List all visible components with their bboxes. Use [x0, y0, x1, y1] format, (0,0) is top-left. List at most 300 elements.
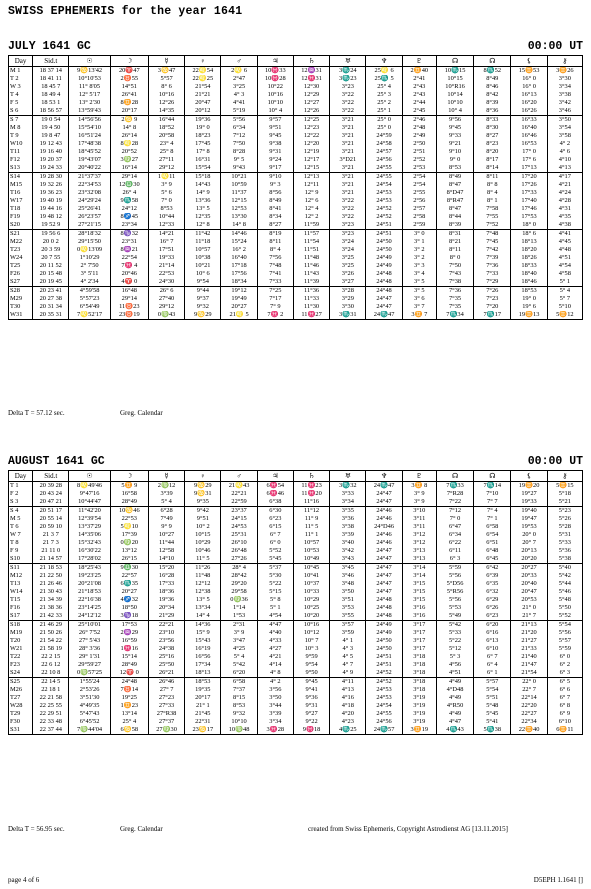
table-cell: 13°14: [110, 710, 148, 718]
table-cell: 8♐45: [110, 213, 148, 221]
table-cell: 10°44: [148, 213, 184, 221]
table-cell: 22°31: [185, 718, 221, 726]
table-cell: 8°17: [474, 156, 511, 164]
table-cell: 19°40: [511, 507, 547, 516]
table-cell: 3°18: [402, 661, 436, 669]
table-cell: 24°49: [366, 254, 402, 262]
table-cell: 5°23: [547, 507, 582, 516]
table-cell: 9°32: [185, 303, 221, 311]
table-cell: 5°D56: [436, 580, 473, 588]
table-cell: 25° 0: [366, 124, 402, 132]
table-cell: 24°48: [366, 612, 402, 621]
table-cell: 6°23: [474, 612, 511, 621]
table-cell: 24°56: [366, 718, 402, 726]
table-cell: 4°49: [436, 678, 473, 687]
table-cell: 2°51: [402, 148, 436, 156]
table-cell: 4°47: [436, 718, 473, 726]
table-cell: 3°23: [330, 221, 366, 230]
table-cell: 4°28: [547, 197, 582, 205]
table-cell: 8°49: [257, 197, 293, 205]
table-cell: 20°53: [511, 596, 547, 604]
table-cell: 7°55: [474, 213, 511, 221]
table-cell: 25° 4: [366, 83, 402, 91]
table-cell: 3°25: [330, 254, 366, 262]
table-cell: 1°10'29: [69, 254, 110, 262]
credit-line: created from Swiss Ephemeris, Copyright Astrodienst AG [13.11.2015]: [308, 825, 508, 833]
table-cell: 7°35: [436, 295, 473, 303]
column-header: ☊: [474, 471, 511, 482]
table-cell: 10° 2: [185, 523, 221, 531]
table-cell: 6°23: [257, 515, 293, 523]
day-cell: T16: [9, 189, 33, 197]
table-cell: 12°20: [293, 140, 329, 148]
table-cell: 9°36: [293, 694, 329, 702]
table-cell: 7° 7: [474, 498, 511, 507]
table-cell: 10° 4: [257, 107, 293, 116]
table-cell: 7°43: [436, 270, 473, 278]
table-cell: 4° 8: [257, 669, 293, 678]
day-cell: W21: [9, 645, 33, 653]
table-cell: 3°21: [330, 181, 366, 189]
table-cell: 3°24: [330, 238, 366, 246]
table-cell: 23°10: [148, 629, 184, 637]
table-cell: 4♏25: [330, 726, 366, 735]
table-cell: 24°52: [366, 678, 402, 687]
table-cell: 7°20: [474, 303, 511, 311]
table-row: [9, 482, 583, 491]
table-cell: 24°52: [366, 205, 402, 213]
table-cell: 2°46: [402, 116, 436, 125]
table-cell: 20 27 38: [33, 295, 69, 303]
table-row: [9, 67, 583, 76]
table-cell: 17°39: [110, 531, 148, 539]
table-cell: 21° 0: [511, 604, 547, 612]
table-cell: 15°54'10: [69, 124, 110, 132]
table-cell: 3°22: [330, 91, 366, 99]
day-cell: W 7: [9, 531, 33, 539]
table-cell: 3°23: [330, 83, 366, 91]
table-cell: 18°53: [185, 678, 221, 687]
table-row: [9, 678, 583, 687]
table-cell: 3°29: [330, 295, 366, 303]
table-cell: 21 50 26: [33, 629, 69, 637]
table-cell: 21°40: [511, 653, 547, 661]
table-cell: 20°21'08: [69, 580, 110, 588]
table-cell: 19°43'07: [69, 156, 110, 164]
table-cell: 9°21: [436, 140, 473, 148]
column-header: ⚸: [511, 56, 547, 67]
table-cell: 7°26: [474, 287, 511, 296]
table-cell: 7°17: [257, 295, 293, 303]
table-cell: 13°30: [221, 213, 257, 221]
table-cell: 28°42: [221, 572, 257, 580]
day-cell: S27: [9, 278, 33, 287]
table-cell: 21 22 50: [33, 572, 69, 580]
table-cell: 5°56: [436, 596, 473, 604]
table-cell: 8° 4: [257, 246, 293, 254]
table-cell: 14° 4: [185, 612, 221, 621]
table-cell: 5°46: [547, 588, 582, 596]
table-cell: 3°33: [330, 490, 366, 498]
table-row: [9, 604, 583, 612]
table-cell: 3°26: [330, 270, 366, 278]
table-row: [9, 213, 583, 221]
table-cell: 17°46: [511, 205, 547, 213]
table-cell: 4°49: [436, 694, 473, 702]
table-cell: 1♊23: [110, 702, 148, 710]
table-cell: 3°21: [330, 173, 366, 182]
table-cell: 7°50: [221, 140, 257, 148]
day-cell: S 6: [9, 107, 33, 116]
table-cell: 11°46: [293, 262, 329, 270]
table-cell: 0♍36: [221, 596, 257, 604]
table-row: [9, 710, 583, 718]
table-cell: 8♌28: [110, 140, 148, 148]
table-cell: 28°49: [110, 498, 148, 507]
table-cell: 9°43: [221, 164, 257, 173]
table-cell: 11° 5: [293, 523, 329, 531]
table-cell: 10°53: [293, 547, 329, 555]
table-cell: 24°51: [366, 653, 402, 661]
table-cell: 27°40: [148, 295, 184, 303]
table-cell: 21°47: [511, 661, 547, 669]
table-cell: 27°37: [148, 718, 184, 726]
table-cell: 6°10: [474, 645, 511, 653]
table-cell: 8°46: [474, 83, 511, 91]
table-cell: 3°38: [547, 91, 582, 99]
table-cell: 12°23: [293, 124, 329, 132]
table-cell: 19° 0: [185, 124, 221, 132]
table-cell: 4° 2'34: [69, 278, 110, 287]
table-cell: 3°59: [330, 629, 366, 637]
table-cell: 3°38: [330, 523, 366, 531]
table-cell: 8°11: [436, 246, 473, 254]
table-cell: 3°17: [402, 629, 436, 637]
table-cell: 12°26: [293, 107, 329, 116]
table-cell: 16°44: [148, 116, 184, 125]
column-header: ♇: [402, 471, 436, 482]
table-cell: 25♌ 6: [366, 67, 402, 76]
table-row: [9, 238, 583, 246]
table-cell: 11°37: [221, 189, 257, 197]
table-cell: 24°56: [366, 156, 402, 164]
table-cell: 21°21: [185, 91, 221, 99]
table-row: [9, 515, 583, 523]
table-cell: 1°53: [221, 612, 257, 621]
table-cell: 3°40: [330, 539, 366, 547]
table-cell: 3°18: [402, 686, 436, 694]
table-cell: 7° 9: [257, 303, 293, 311]
column-header: ♆: [366, 56, 402, 67]
column-header: ♃: [257, 471, 293, 482]
table-cell: 27♍30: [148, 726, 184, 735]
table-cell: 28°18'32: [69, 230, 110, 239]
july-header: [8, 40, 583, 54]
table-cell: 6°13: [474, 637, 511, 645]
table-cell: 9°47'16: [69, 490, 110, 498]
table-cell: 7°36: [436, 287, 473, 296]
table-cell: 24°50: [366, 637, 402, 645]
table-cell: 4° 2: [547, 140, 582, 148]
table-cell: 3°18: [402, 678, 436, 687]
table-cell: 29°14: [110, 295, 148, 303]
table-cell: 6°51: [474, 539, 511, 547]
table-cell: 24°55: [366, 164, 402, 173]
table-cell: 8°41: [257, 205, 293, 213]
table-cell: 22°16'38: [69, 596, 110, 604]
table-cell: 23°34: [110, 221, 148, 230]
table-cell: 24°46: [366, 515, 402, 523]
column-header: ♂: [221, 471, 257, 482]
table-cell: 7°45: [474, 238, 511, 246]
table-cell: 12°11: [293, 181, 329, 189]
table-cell: 21 18 53: [33, 564, 69, 573]
table-cell: 9°45: [293, 678, 329, 687]
table-cell: 19°36: [185, 116, 221, 125]
table-cell: 22 25 55: [33, 702, 69, 710]
table-cell: 4♈ 0: [110, 278, 148, 287]
column-header: ☿: [148, 56, 184, 67]
table-cell: 3°16: [402, 604, 436, 612]
table-cell: 4°54: [257, 612, 293, 621]
table-cell: 3° 9: [221, 629, 257, 637]
day-cell: T18: [9, 205, 33, 213]
day-cell: S17: [9, 612, 33, 621]
table-cell: 3♓28: [257, 726, 293, 735]
table-cell: 10°46: [185, 547, 221, 555]
table-cell: 12°25: [293, 116, 329, 125]
table-cell: 9°51: [257, 124, 293, 132]
table-row: [9, 718, 583, 726]
table-cell: 10°12: [293, 629, 329, 637]
table-cell: 11°30: [293, 303, 329, 311]
column-header: Day: [9, 56, 33, 67]
table-cell: 2♋ 9: [110, 116, 148, 125]
table-cell: 3°39: [148, 490, 184, 498]
table-cell: 5°33: [436, 629, 473, 637]
table-row: [9, 221, 583, 230]
table-cell: 15°20: [148, 564, 184, 573]
table-cell: 4°38: [547, 221, 582, 230]
table-cell: 17°40: [511, 197, 547, 205]
table-cell: 10°20: [293, 612, 329, 621]
table-cell: 3° 5: [402, 278, 436, 287]
table-cell: 3°14: [402, 564, 436, 573]
table-cell: 6°45: [474, 555, 511, 564]
table-cell: 14°51: [110, 83, 148, 91]
table-cell: 29°12: [148, 164, 184, 173]
table-cell: 24°12: [110, 205, 148, 213]
table-cell: 11°42: [185, 230, 221, 239]
table-cell: 4°49'35: [69, 702, 110, 710]
table-cell: 9°45: [257, 132, 293, 140]
table-cell: 3°17: [402, 621, 436, 630]
table-cell: 4♐32: [110, 596, 148, 604]
table-cell: 5°56: [221, 116, 257, 125]
table-cell: 10°38: [185, 254, 221, 262]
day-cell: S14: [9, 173, 33, 182]
table-row: [9, 686, 583, 694]
table-cell: 13° 2'30: [69, 99, 110, 107]
table-cell: 2♍12: [148, 482, 184, 491]
table-cell: 4°40: [257, 629, 293, 637]
day-cell: M22: [9, 238, 33, 246]
table-cell: 16° 2: [221, 246, 257, 254]
table-cell: 8°11: [474, 173, 511, 182]
table-cell: 20°52: [110, 148, 148, 156]
table-cell: 24°48: [366, 278, 402, 287]
table-cell: 24°54: [366, 181, 402, 189]
table-row: [9, 295, 583, 303]
table-cell: 2°54: [402, 173, 436, 182]
table-cell: 11° 8'05: [69, 83, 110, 91]
table-cell: 3°25: [221, 83, 257, 91]
table-cell: 4°47: [257, 621, 293, 630]
page-number: page 4 of 6: [8, 876, 40, 884]
table-cell: 7°49: [148, 515, 184, 523]
table-cell: 12° 8: [185, 221, 221, 230]
table-cell: 7°23: [474, 295, 511, 303]
table-cell: 7°36: [474, 262, 511, 270]
table-cell: 10♓33: [257, 67, 293, 76]
table-cell: 9° 0: [436, 156, 473, 164]
table-cell: 14°36: [185, 621, 221, 630]
table-cell: 3°47: [221, 637, 257, 645]
table-cell: 8°53: [148, 205, 184, 213]
table-cell: 19 48 12: [33, 213, 69, 221]
table-cell: 24°47: [366, 555, 402, 564]
table-cell: 9°35: [185, 498, 221, 507]
table-cell: 19°23'25: [69, 572, 110, 580]
table-cell: 19 40 19: [33, 197, 69, 205]
table-cell: 9°42: [185, 507, 221, 516]
table-cell: 2° 7'50: [69, 262, 110, 270]
table-cell: 5°59: [436, 564, 473, 573]
table-cell: 11° 1: [293, 531, 329, 539]
table-cell: 24°55: [366, 173, 402, 182]
table-cell: 19♊20: [511, 482, 547, 491]
table-cell: 8°14: [474, 164, 511, 173]
table-cell: 4°18: [330, 702, 366, 710]
table-cell: 10°15: [436, 75, 473, 83]
table-cell: 3°21: [330, 140, 366, 148]
table-cell: 18 56 57: [33, 107, 69, 116]
day-cell: T20: [9, 637, 33, 645]
table-cell: 16°28: [148, 572, 184, 580]
table-cell: 8°21: [436, 238, 473, 246]
table-cell: 7°33: [474, 270, 511, 278]
day-cell: S18: [9, 621, 33, 630]
table-cell: 7♓ 4: [110, 262, 148, 270]
table-cell: 20°46: [110, 270, 148, 278]
table-cell: 5°48: [474, 702, 511, 710]
table-row: [9, 702, 583, 710]
table-cell: 22°21: [221, 490, 257, 498]
table-cell: 9°10: [436, 148, 473, 156]
table-cell: 3°15: [402, 596, 436, 604]
table-cell: 3°11: [402, 523, 436, 531]
table-cell: 24°48: [366, 604, 402, 612]
table-cell: 2♉55: [110, 75, 148, 83]
table-cell: 23°31: [110, 238, 148, 246]
day-cell: T25: [9, 262, 33, 270]
day-cell: T 9: [9, 132, 33, 140]
table-cell: 29°59'27: [69, 661, 110, 669]
table-cell: 8°47: [436, 205, 473, 213]
table-cell: 12°29: [293, 91, 329, 99]
day-cell: T11: [9, 148, 33, 156]
table-cell: 6°11: [436, 547, 473, 555]
table-cell: 5♏38: [474, 726, 511, 735]
table-cell: 8°19: [257, 230, 293, 239]
table-row: [9, 303, 583, 311]
table-cell: 6♊11: [547, 726, 582, 735]
table-cell: 5°31: [547, 531, 582, 539]
table-cell: 11°33: [293, 295, 329, 303]
table-cell: 3°46: [547, 107, 582, 116]
day-cell: F26: [9, 270, 33, 278]
table-cell: 4°25: [221, 645, 257, 653]
table-cell: 25° 3: [366, 91, 402, 99]
table-cell: 15°24: [221, 238, 257, 246]
table-cell: 10°22: [257, 83, 293, 91]
table-cell: 16°26: [511, 107, 547, 116]
july-header-row: [9, 56, 583, 67]
table-cell: 26°48: [221, 547, 257, 555]
table-cell: 10° 7: [293, 637, 329, 645]
table-cell: 1°55'24: [69, 678, 110, 687]
table-cell: 16°51'24: [69, 132, 110, 140]
table-cell: 20 0 2: [33, 238, 69, 246]
table-cell: 18 45 7: [33, 83, 69, 91]
table-cell: 6° 5: [547, 678, 582, 687]
table-cell: 7°38: [436, 278, 473, 287]
table-row: [9, 547, 583, 555]
july-body: [9, 67, 583, 320]
table-cell: 5°56: [436, 572, 473, 580]
table-cell: 7° 0: [436, 515, 473, 523]
day-cell: S31: [9, 726, 33, 735]
day-cell: W 3: [9, 83, 33, 91]
table-cell: 24°58: [366, 140, 402, 148]
table-cell: 3°36: [330, 515, 366, 523]
column-header: ⚸: [511, 471, 547, 482]
table-row: [9, 132, 583, 140]
table-cell: 22 21 58: [33, 694, 69, 702]
table-cell: 5°10: [547, 303, 582, 311]
table-cell: 3°21: [330, 132, 366, 140]
column-header: ☊: [474, 56, 511, 67]
table-cell: 21 26 46: [33, 580, 69, 588]
table-cell: 6°42: [474, 564, 511, 573]
table-cell: 8°27: [257, 221, 293, 230]
table-cell: 6° 0: [257, 539, 293, 547]
table-cell: 4°51: [547, 254, 582, 262]
table-cell: 3♍27: [110, 156, 148, 164]
table-cell: 24°47: [366, 295, 402, 303]
table-cell: 2°52: [402, 156, 436, 164]
table-cell: 16°40: [221, 254, 257, 262]
table-cell: 10° 4: [436, 107, 473, 116]
table-cell: 10°R16: [436, 83, 473, 91]
table-cell: 24°55: [366, 710, 402, 718]
table-cell: 22°27: [511, 710, 547, 718]
table-cell: 9♋29: [185, 482, 221, 491]
table-cell: 22 2 15: [33, 653, 69, 661]
table-cell: 22♌54: [185, 67, 221, 76]
day-cell: T30: [9, 303, 33, 311]
table-cell: 16°58: [110, 490, 148, 498]
